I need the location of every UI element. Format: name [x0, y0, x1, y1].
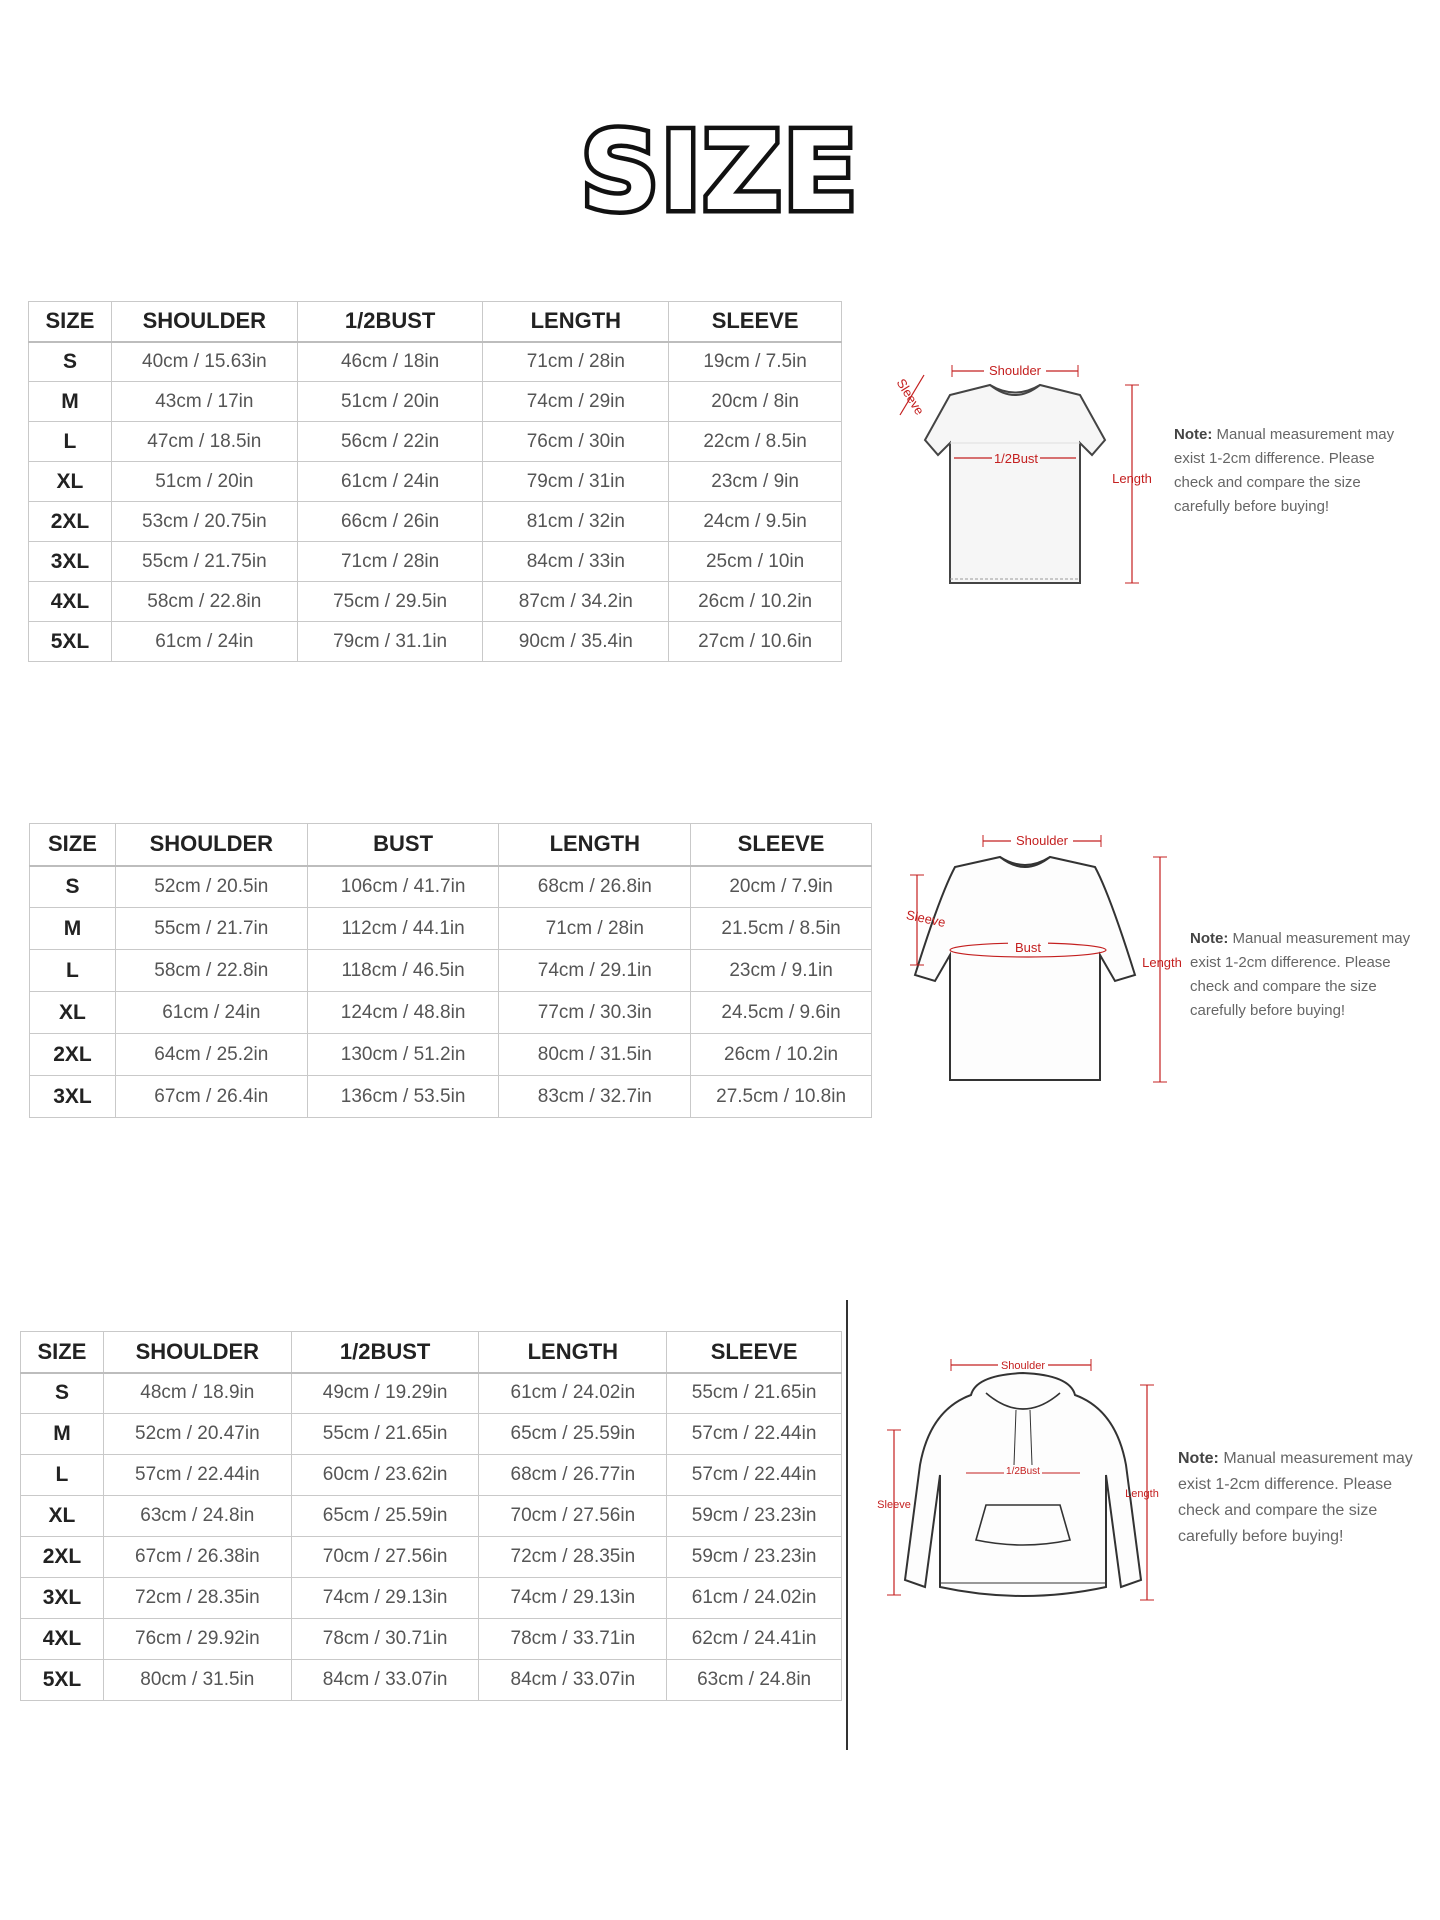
- measurement-cell: 22cm / 8.5in: [669, 422, 842, 462]
- measurement-cell: 65cm / 25.59in: [479, 1414, 667, 1455]
- measurement-cell: 64cm / 25.2in: [115, 1034, 307, 1076]
- measurement-cell: 68cm / 26.8in: [499, 866, 691, 908]
- size-cell: XL: [29, 462, 112, 502]
- table-row: [21, 1619, 842, 1660]
- measurement-cell: 71cm / 28in: [483, 342, 669, 382]
- note-text: Note: Manual measurement may exist 1-2cm difference. Please check and compare the size carefully before buying!: [1190, 930, 1411, 1019]
- measurement-cell: 83cm / 32.7in: [499, 1076, 691, 1118]
- measurement-cell: 118cm / 46.5in: [307, 950, 499, 992]
- measurement-cell: 59cm / 23.23in: [667, 1496, 842, 1537]
- oversized-tee-outline: [915, 857, 1135, 1080]
- measurement-cell: 51cm / 20in: [111, 462, 297, 502]
- table-row: [29, 582, 842, 622]
- measurement-cell: 61cm / 24in: [111, 622, 297, 662]
- column-header: SLEEVE: [669, 302, 842, 342]
- size-cell: 5XL: [29, 622, 112, 662]
- measurement-cell: 68cm / 26.77in: [479, 1455, 667, 1496]
- measurement-cell: 63cm / 24.8in: [103, 1496, 291, 1537]
- size-cell: L: [21, 1455, 104, 1496]
- table-row: [21, 1414, 842, 1455]
- divider-line: [846, 1300, 848, 1750]
- shoulder-label: Shoulder: [1015, 833, 1069, 848]
- table-row: [21, 1537, 842, 1578]
- size-cell: 2XL: [30, 1034, 116, 1076]
- measurement-cell: 23cm / 9in: [669, 462, 842, 502]
- measurement-cell: 55cm / 21.65in: [291, 1414, 479, 1455]
- measurement-cell: 78cm / 33.71in: [479, 1619, 667, 1660]
- column-header: SHOULDER: [111, 302, 297, 342]
- measurement-cell: 76cm / 30in: [483, 422, 669, 462]
- column-header: 1/2BUST: [297, 302, 483, 342]
- measurement-cell: 61cm / 24.02in: [667, 1578, 842, 1619]
- measurement-cell: 55cm / 21.75in: [111, 542, 297, 582]
- measurement-cell: 74cm / 29.1in: [499, 950, 691, 992]
- measurement-cell: 56cm / 22in: [297, 422, 483, 462]
- column-header: SIZE: [29, 302, 112, 342]
- measurement-cell: 20cm / 8in: [669, 382, 842, 422]
- size-cell: S: [30, 866, 116, 908]
- size-cell: 4XL: [21, 1619, 104, 1660]
- measurement-cell: 43cm / 17in: [111, 382, 297, 422]
- tshirt-outline: [925, 385, 1105, 583]
- measurement-cell: 72cm / 28.35in: [103, 1578, 291, 1619]
- measurement-cell: 77cm / 30.3in: [499, 992, 691, 1034]
- length-label: Length: [1125, 1488, 1159, 1500]
- size-cell: 5XL: [21, 1660, 104, 1701]
- measurement-cell: 57cm / 22.44in: [667, 1414, 842, 1455]
- hoodie-diagram: [876, 1355, 1176, 1615]
- note-text: Note: Manual measurement may exist 1-2cm difference. Please check and compare the size carefully before buying!: [1174, 426, 1395, 515]
- column-header: LENGTH: [483, 302, 669, 342]
- measurement-cell: 79cm / 31.1in: [297, 622, 483, 662]
- table-row: [30, 866, 872, 908]
- measurement-cell: 57cm / 22.44in: [667, 1455, 842, 1496]
- column-header: SLEEVE: [667, 1332, 842, 1373]
- measurement-cell: 20cm / 7.9in: [691, 866, 872, 908]
- page-title: SIZE: [580, 110, 860, 235]
- measurement-cell: 48cm / 18.9in: [103, 1373, 291, 1414]
- measurement-cell: 55cm / 21.65in: [667, 1373, 842, 1414]
- table-row: [29, 422, 842, 462]
- size-cell: L: [30, 950, 116, 992]
- column-header: SHOULDER: [115, 824, 307, 866]
- column-header: LENGTH: [479, 1332, 667, 1373]
- measurement-cell: 67cm / 26.38in: [103, 1537, 291, 1578]
- measurement-cell: 84cm / 33.07in: [479, 1660, 667, 1701]
- measurement-cell: 74cm / 29in: [483, 382, 669, 422]
- measurement-cell: 27.5cm / 10.8in: [691, 1076, 872, 1118]
- measurement-cell: 40cm / 15.63in: [111, 342, 297, 382]
- size-cell: XL: [21, 1496, 104, 1537]
- table-row: [21, 1578, 842, 1619]
- measurement-cell: 136cm / 53.5in: [307, 1076, 499, 1118]
- measurement-cell: 67cm / 26.4in: [115, 1076, 307, 1118]
- table-row: [21, 1496, 842, 1537]
- size-cell: 3XL: [29, 542, 112, 582]
- measurement-cell: 80cm / 31.5in: [103, 1660, 291, 1701]
- measurement-cell: 76cm / 29.92in: [103, 1619, 291, 1660]
- measurement-cell: 19cm / 7.5in: [669, 342, 842, 382]
- measurement-cell: 71cm / 28in: [297, 542, 483, 582]
- sleeve-label: Sleeve: [877, 1499, 911, 1511]
- measurement-cell: 106cm / 41.7in: [307, 866, 499, 908]
- measurement-cell: 60cm / 23.62in: [291, 1455, 479, 1496]
- measurement-cell: 61cm / 24in: [297, 462, 483, 502]
- measurement-cell: 46cm / 18in: [297, 342, 483, 382]
- size-cell: 3XL: [21, 1578, 104, 1619]
- table-row: [21, 1660, 842, 1701]
- column-header: LENGTH: [499, 824, 691, 866]
- measurement-cell: 112cm / 44.1in: [307, 908, 499, 950]
- measurement-cell: 124cm / 48.8in: [307, 992, 499, 1034]
- measurement-cell: 74cm / 29.13in: [291, 1578, 479, 1619]
- size-table-oversized-tee: [29, 823, 872, 1118]
- bust-label: 1/2Bust: [1006, 1466, 1040, 1477]
- column-header: BUST: [307, 824, 499, 866]
- measurement-cell: 130cm / 51.2in: [307, 1034, 499, 1076]
- measurement-cell: 58cm / 22.8in: [111, 582, 297, 622]
- table-row: [29, 342, 842, 382]
- measurement-cell: 81cm / 32in: [483, 502, 669, 542]
- bust-label: 1/2Bust: [993, 451, 1039, 466]
- measurement-cell: 52cm / 20.5in: [115, 866, 307, 908]
- measurement-cell: 24.5cm / 9.6in: [691, 992, 872, 1034]
- length-label: Length: [1112, 471, 1152, 486]
- measurement-cell: 84cm / 33in: [483, 542, 669, 582]
- oversized-tee-diagram: [895, 825, 1195, 1095]
- measurement-cell: 65cm / 25.59in: [291, 1496, 479, 1537]
- table-row: [29, 502, 842, 542]
- measurement-cell: 55cm / 21.7in: [115, 908, 307, 950]
- measurement-cell: 61cm / 24in: [115, 992, 307, 1034]
- measurement-cell: 26cm / 10.2in: [691, 1034, 872, 1076]
- measurement-cell: 72cm / 28.35in: [479, 1537, 667, 1578]
- measurement-cell: 74cm / 29.13in: [479, 1578, 667, 1619]
- table-row: [30, 992, 872, 1034]
- table-row: [21, 1455, 842, 1496]
- table-row: [29, 382, 842, 422]
- table-row: [30, 950, 872, 992]
- shoulder-label: Shoulder: [1000, 1360, 1046, 1372]
- sleeve-label: Sleeve: [893, 375, 928, 418]
- measurement-cell: 66cm / 26in: [297, 502, 483, 542]
- size-cell: 2XL: [29, 502, 112, 542]
- table-row: [29, 462, 842, 502]
- size-cell: XL: [30, 992, 116, 1034]
- measurement-cell: 62cm / 24.41in: [667, 1619, 842, 1660]
- measurement-cell: 47cm / 18.5in: [111, 422, 297, 462]
- length-label: Length: [1142, 955, 1182, 970]
- measurement-cell: 27cm / 10.6in: [669, 622, 842, 662]
- measurement-cell: 58cm / 22.8in: [115, 950, 307, 992]
- measurement-cell: 51cm / 20in: [297, 382, 483, 422]
- measurement-cell: 70cm / 27.56in: [479, 1496, 667, 1537]
- size-cell: L: [29, 422, 112, 462]
- measurement-cell: 75cm / 29.5in: [297, 582, 483, 622]
- measurement-cell: 24cm / 9.5in: [669, 502, 842, 542]
- measurement-cell: 70cm / 27.56in: [291, 1537, 479, 1578]
- sleeve-label: Sleeve: [904, 907, 947, 931]
- measurement-cell: 59cm / 23.23in: [667, 1537, 842, 1578]
- measurement-cell: 78cm / 30.71in: [291, 1619, 479, 1660]
- size-cell: M: [30, 908, 116, 950]
- size-cell: 3XL: [30, 1076, 116, 1118]
- table-row: [30, 1076, 872, 1118]
- measurement-cell: 21.5cm / 8.5in: [691, 908, 872, 950]
- size-cell: S: [29, 342, 112, 382]
- bust-label: Bust: [1014, 940, 1042, 955]
- hoodie-outline: [905, 1373, 1141, 1596]
- measurement-cell: 52cm / 20.47in: [103, 1414, 291, 1455]
- measurement-cell: 63cm / 24.8in: [667, 1660, 842, 1701]
- measurement-cell: 84cm / 33.07in: [291, 1660, 479, 1701]
- measurement-cell: 57cm / 22.44in: [103, 1455, 291, 1496]
- column-header: SHOULDER: [103, 1332, 291, 1373]
- measurement-cell: 61cm / 24.02in: [479, 1373, 667, 1414]
- size-cell: S: [21, 1373, 104, 1414]
- column-header: SLEEVE: [691, 824, 872, 866]
- size-cell: M: [21, 1414, 104, 1455]
- table-row: [30, 908, 872, 950]
- size-cell: 2XL: [21, 1537, 104, 1578]
- column-header: SIZE: [21, 1332, 104, 1373]
- size-cell: 4XL: [29, 582, 112, 622]
- measurement-cell: 71cm / 28in: [499, 908, 691, 950]
- measurement-cell: 53cm / 20.75in: [111, 502, 297, 542]
- measurement-cell: 25cm / 10in: [669, 542, 842, 582]
- size-cell: M: [29, 382, 112, 422]
- size-table-tshirt: [28, 301, 842, 662]
- measurement-cell: 90cm / 35.4in: [483, 622, 669, 662]
- table-row: [30, 1034, 872, 1076]
- measurement-cell: 79cm / 31in: [483, 462, 669, 502]
- measurement-cell: 23cm / 9.1in: [691, 950, 872, 992]
- column-header: 1/2BUST: [291, 1332, 479, 1373]
- column-header: SIZE: [30, 824, 116, 866]
- measurement-cell: 49cm / 19.29in: [291, 1373, 479, 1414]
- table-row: [29, 542, 842, 582]
- table-row: [29, 622, 842, 662]
- note-text: Note: Manual measurement may exist 1-2cm difference. Please check and compare the size carefully before buying!: [1178, 1450, 1413, 1545]
- measurement-cell: 87cm / 34.2in: [483, 582, 669, 622]
- size-table-hoodie: [20, 1331, 842, 1701]
- table-row: [21, 1373, 842, 1414]
- tshirt-diagram: [880, 355, 1180, 595]
- measurement-cell: 80cm / 31.5in: [499, 1034, 691, 1076]
- measurement-cell: 26cm / 10.2in: [669, 582, 842, 622]
- shoulder-label: Shoulder: [988, 363, 1042, 378]
